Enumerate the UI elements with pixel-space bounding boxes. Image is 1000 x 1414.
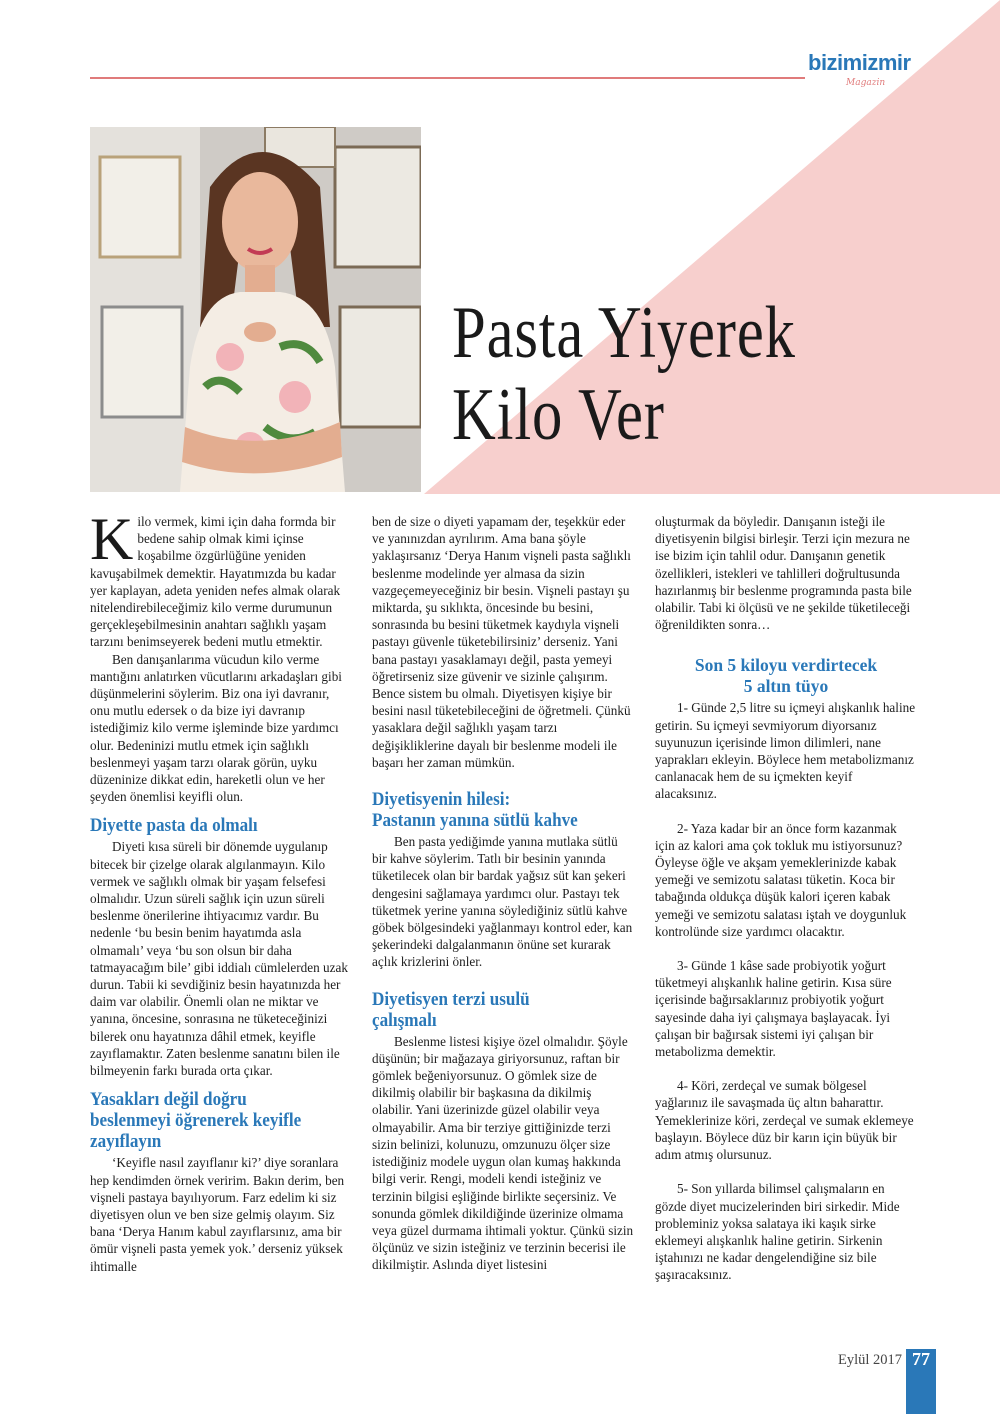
- column-2: [372, 513, 634, 1274]
- tip-3: 3- Günde 1 kâse sade probiyotik yoğurt tüketmeyi alışkanlık haline getirin. Kısa süre içerisinde bağırsaklarınız probiyotik yoğurt sayesinde daha iyi çalışmaya başlayacak. İyi çalışan bir bağırsak sistemi iyi çalışan bir metabolizma demektir.: [655, 958, 892, 1060]
- section-heading: Yasakları değil doğru beslenmeyi öğrenerek keyifle zayıflayın: [90, 1089, 302, 1153]
- paragraph: Ben danışanlarıma vücudun kilo verme mantığını anlatırken vücutlarını arkadaşları gibi düşünmelerini söylerim. Biz ona iyi davranır, onu mutlu edersek o da bize iyi davranıp istediğimiz kilo verme işleminde bize yardımcı olur. Bedeninizi mutlu etmek için sağlıklı beslenmeyi yaşam tarzı olarak görün, uyku düzeninize dikkat edin, hareketli olun ve her şeyden önemlisi keyifli olun.: [90, 651, 342, 805]
- section-heading: Diyetisyen terzi usulü çalışmalı: [372, 988, 530, 1031]
- headline-line-2: Kilo Ver: [452, 374, 665, 456]
- author-photo: [90, 127, 421, 492]
- paragraph: ben de size o diyeti yapamam der, teşekkür eder ve yanınızdan ayrılırım. Ama bana şöyle yaklaşırsanız ‘Derya Hanım vişneli pasta sağlıklı beslenme modelinde yer almasa da sizin vazgeçemeyeceğiniz bir besin. Vişneli pastayı şu miktarda, şu sıklıkta, öncesinde bu besini, sonrasında bu besini tüketmek kaydıyla vişneli pastayı güvenle tüketebilirsiniz’ derseniz. Yani bana pastayı yasaklamayı değil, pasta yemeyi öğretirseniz size güvenir ve sizinle çalışırım. Bence sistem bu olmalı. Diyetisyen kişiye bir besini nasıl tüketebileceğini de öğretmeli. Çünkü yasaklara değil sağlıklı yaşam tarzı değişikliklerine dayalı bir beslenme modeli ile başarı her zaman mümkün.: [372, 514, 631, 770]
- paragraph: oluşturmak da böyledir. Danışanın isteği ile diyetisyenin bilgisi birleşir. Terzi için mezura ne ise bizim için tahlil odur. Danışanın genetik özellikleri, istekleri ve tahlilleri doğrultusunda hazırlanmış bir beslenme programında pasta bile olabilir. Tabi ki ölçüsü ve ne şekilde tüketileceği öğrenildikten sonra…: [655, 514, 912, 633]
- issue-date: Eylül 2017: [838, 1352, 903, 1368]
- section-heading: Diyetisyenin hilesi: Pastanın yanına sütlü kahve: [372, 789, 578, 832]
- tip-2: 2- Yaza kadar bir an önce form kazanmak için az kalori ama çok tokluk mu istiyorsunuz? Öyleyse öğle ve akşam yemeklerinizde kabak yemeği ve semizotu salatası tüketin. Koca bir tabağında oldukça düşük kalori içeren kabak yemeği ve semizotu salatası iştah ve doygunluk kontrolünde size yardımcı olacaktır.: [655, 820, 907, 939]
- logo-main-text: bizimizmir: [808, 50, 911, 75]
- headline: [452, 292, 878, 456]
- magazine-logo[interactable]: [808, 50, 928, 100]
- drop-cap: K: [90, 506, 134, 572]
- tip-5: 5- Son yıllarda bilimsel çalışmaların en gözde diyet mucizelerinden biri sirkedir. Mide probleminiz yoksa salataya iki kaşık sirke eklemeyi alışkanlık haline getirin. Sirkenin iştahınızı ne kadar dengelendiğine siz bile şaşıracaksınız.: [655, 1181, 900, 1283]
- tip-4: 4- Köri, zerdeçal ve sumak bölgesel yağlarınız ile savaşmada üç altın baharattır. Yemeklerinize köri, zerdeçal ve sumak eklemeye başlayın. Böylece düz bir karın için büyük bir adım atmış olursunuz.: [655, 1078, 914, 1163]
- header-rule: [90, 77, 805, 79]
- person-photo-icon: [90, 127, 421, 492]
- logo-sub-text: Magazin: [846, 78, 886, 88]
- column-1: [90, 506, 350, 1275]
- page-number: 77: [912, 1349, 930, 1369]
- headline-line-1: Pasta Yiyerek: [452, 292, 796, 374]
- tip-1: 1- Günde 2,5 litre su içmeyi alışkanlık haline getirin. Su içmeyi sevmiyorum diyorsanız suyunuzun içerisinde limon dilimleri, nane yaprakları ekleyin. Böylece hem metabolizmanız canlanacak hem de su içmekten keyif alacaksınız.: [655, 700, 916, 802]
- paragraph: ‘Keyifle nasıl zayıflanır ki?’ diye soranlara hep kendimden örnek veririm. Bakın derim, ben vişneli pastaya bayılıyorum. Farz edelim ki siz diyetisyen olun ve ben size gelmiş olayım. Siz bana ‘Derya Hanım kabul zayıflarsınız, ama bir ömür vişneli pasta yemek yok.’ derseniz yüksek ihtimalle: [90, 1155, 345, 1274]
- paragraph: Ben pasta yediğimde yanına mutlaka sütlü bir kahve söylerim. Tatlı bir besinin yanında tüketilecek olan bir bardak yağsız süt kan şekeri dengesini sağlamaya yardımcı olur. Pastayı tek tüketmek yerine yanına söylediğiniz sütlü kahve göbek bölgesindeki yağlanmayı kontrol eder, kan şekerindeki dalgalanmanın önüne set kurarak açlık krizlerini önler.: [372, 834, 633, 970]
- paragraph: Beslenme listesi kişiye özel olmalıdır. Şöyle düşünün; bir mağazaya giriyorsunuz, raftan bir gömlek beğeniyorsunuz. O gömlek size de dikilmiş olabilir bir başkasına da dikilmiş olabilir. Yani üzerinizde güzel olabilir veya olmayabilir. Ama bir terziye gittiğinizde terzi sizin belinizi, kolunuzu, omzunuzu ölçer size istediğiniz modele uygun olan kumaş hakkında bilgi verir. Rengi, modeli kendi isteğiniz ve terzinin bilgisi eşliğinde birlikte seçersiniz. Ve sonunda gömlek dikildiğinde üzerinize olmama veya güzel durmama ihtimali yoktur. Çünkü sizin ölçünüz ve sizin isteğiniz ve terzinin becerisi ile dikilmiştir. Aslında diyet listesini: [372, 1033, 634, 1273]
- paragraph: Diyeti kısa süreli bir dönemde uygulanıp bitecek bir çizelge olarak algılanmayın. Kilo vermek ve sağlıklı olmak bir yaşam felsefesi olmalıdır. Uzun süreli sağlık için uzun süreli beslenme önerilerine ihtiyacımız vardır. Bu nedenle ‘bu besin benim hayatımda asla olmamalı’ veya ‘bu son olsun bir daha tatmayacağım bile’ gibi iddialı cümlelerden uzak durun. Tabii ki sevdiğiniz besin hayatınızda her daim var olabilir. Önemli olan ne miktar ve yanına, öncesine, sonrasına ne tüketeceğinizi bilerek onu hayatınıza dâhil etmek, keyifle zayıflamaktır. Zaten beslenme sanatını bilen ile bilmeyenin farkı burada orta çıkar.: [90, 839, 348, 1079]
- intro-paragraph: Kilo vermek, kimi için daha formda bir bedene sahip olmak kimi içinse koşabilme özgürlüğüne yeniden kavuşabilmek demektir. Hayatımızda bu kadar yer kaplayan, adeta yeniden nefes almak olarak nitelendirebileceğimiz kilo verme durumunun gerçekleşebilmesinin anahtarı sağlıklı yaşam tarzını benimseyerek bedeni mutlu etmektir.: [90, 506, 341, 650]
- column-3: [655, 513, 917, 1284]
- section-heading: Son 5 kiloyu verdirtecek 5 altın tüyo: [694, 655, 878, 697]
- section-heading: Diyette pasta da olmalı: [90, 815, 258, 837]
